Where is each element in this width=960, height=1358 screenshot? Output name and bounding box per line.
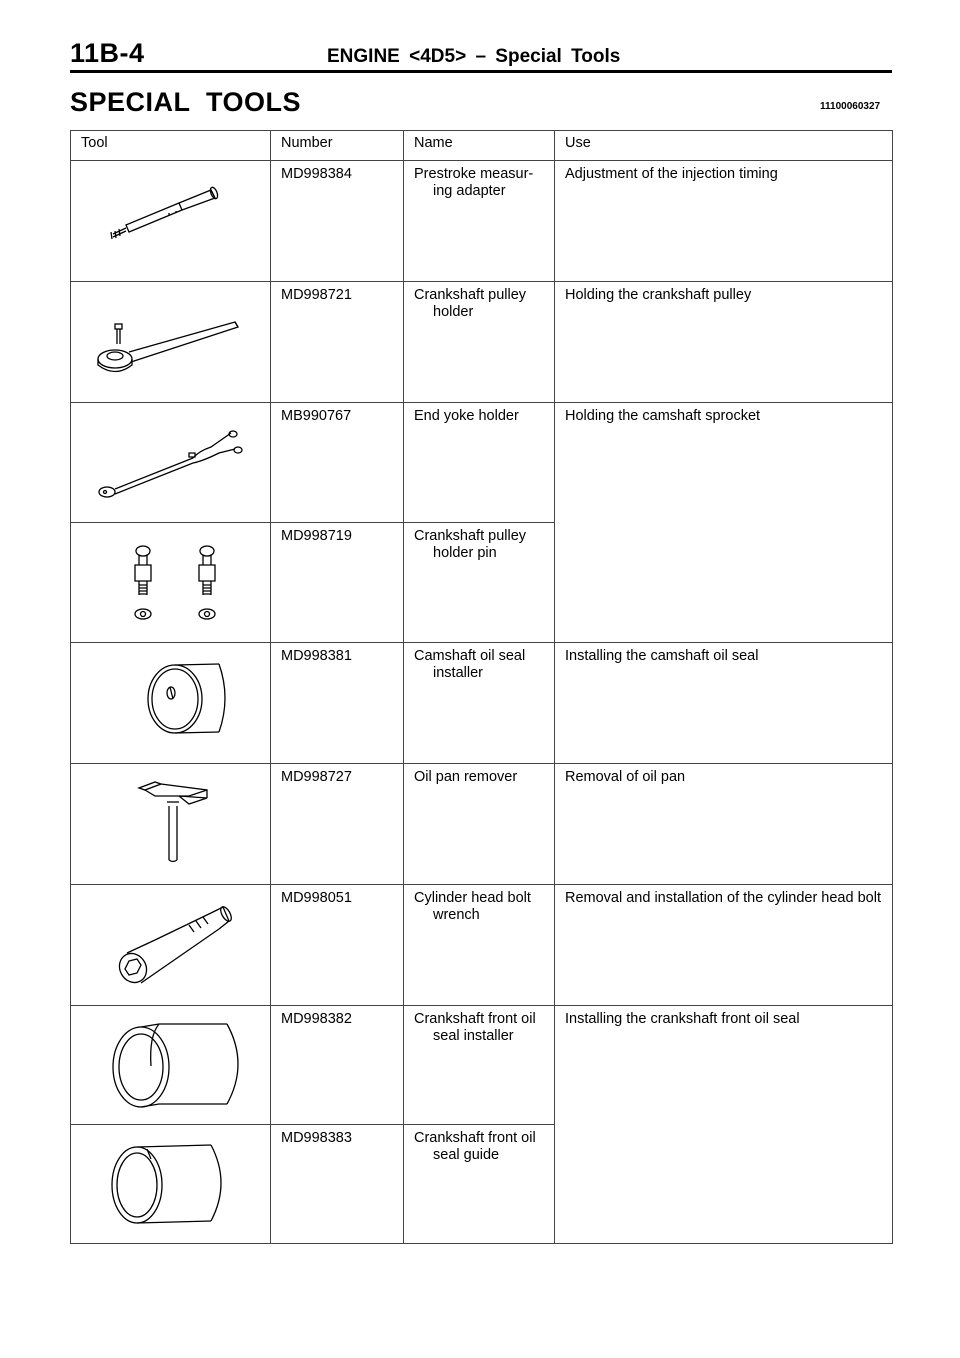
table-row — [71, 885, 893, 1006]
tool-name — [404, 403, 555, 523]
tool-name — [404, 282, 555, 403]
tool-name-line2: wrench — [433, 907, 480, 923]
end-yoke-holder-icon — [71, 403, 270, 516]
oil-seal-installer-icon — [71, 643, 270, 757]
tool-number: MD998051 — [271, 885, 404, 1006]
tool-name — [404, 764, 555, 885]
tool-number: MD998384 — [271, 161, 404, 282]
tool-name-line1: Crankshaft pulley — [414, 287, 527, 303]
table-row — [71, 764, 893, 885]
tool-name-line1: Prestroke measur- — [414, 166, 534, 182]
oil-pan-remover-icon — [71, 764, 270, 878]
tool-name-line2: installer — [433, 665, 483, 681]
section-code: 11100060327 — [820, 101, 881, 112]
tool-illustration — [71, 523, 271, 643]
tool-name-line1: Crankshaft front oil — [414, 1130, 536, 1146]
special-tools-table — [70, 130, 893, 1244]
header-rule — [70, 70, 892, 73]
tool-use: Holding the crankshaft pulley — [555, 282, 893, 403]
tool-number: MD998383 — [271, 1125, 404, 1244]
tool-illustration — [71, 403, 271, 523]
tool-name-line1: Cylinder head bolt — [414, 890, 531, 906]
tool-illustration — [71, 161, 271, 282]
tool-illustration — [71, 1006, 271, 1125]
tool-number: MD998381 — [271, 643, 404, 764]
tool-name-line2: holder — [433, 304, 474, 320]
tool-name-line1: End yoke holder — [414, 408, 519, 424]
table-row — [71, 643, 893, 764]
table-row — [71, 282, 893, 403]
head-bolt-wrench-icon — [71, 885, 270, 999]
tool-use: Installing the crankshaft front oil seal — [555, 1006, 893, 1244]
table-header-row — [71, 131, 893, 161]
page-header-title: ENGINE <4D5> – Special Tools — [327, 46, 621, 67]
pulley-holder-icon — [71, 282, 270, 396]
tool-use: Adjustment of the injection timing — [555, 161, 893, 282]
tool-illustration — [71, 1125, 271, 1244]
tool-number: MB990767 — [271, 403, 404, 523]
tool-name-line1: Crankshaft pulley — [414, 528, 527, 544]
column-header-tool: Tool — [71, 131, 271, 161]
front-seal-guide-icon — [71, 1125, 270, 1237]
page-number: 11B-4 — [70, 38, 145, 68]
tool-number: MD998719 — [271, 523, 404, 643]
tool-illustration — [71, 282, 271, 403]
column-header-number: Number — [271, 131, 404, 161]
prestroke-adapter-icon — [71, 161, 270, 275]
tool-use: Removal and installation of the cylinder head bolt — [555, 885, 893, 1006]
tool-use: Holding the camshaft sprocket — [555, 403, 893, 643]
tool-name — [404, 161, 555, 282]
front-seal-installer-icon — [71, 1006, 270, 1118]
tool-illustration — [71, 885, 271, 1006]
tool-name — [404, 885, 555, 1006]
tool-name — [404, 643, 555, 764]
column-header-use: Use — [555, 131, 893, 161]
tool-name-line2: holder pin — [433, 545, 497, 561]
tool-name-line2: seal guide — [433, 1147, 500, 1163]
tool-number: MD998727 — [271, 764, 404, 885]
tool-name — [404, 523, 555, 643]
tool-name-line1: Crankshaft front oil — [414, 1011, 536, 1027]
tool-number: MD998382 — [271, 1006, 404, 1125]
tool-illustration — [71, 764, 271, 885]
table-row — [71, 1006, 893, 1125]
tool-name-line1: Camshaft oil seal — [414, 648, 526, 664]
tool-use: Installing the camshaft oil seal — [555, 643, 893, 764]
tool-illustration — [71, 643, 271, 764]
tool-name — [404, 1125, 555, 1244]
tool-name-line1: Oil pan remover — [414, 769, 518, 785]
section-title: SPECIAL TOOLS — [70, 87, 302, 117]
table-row — [71, 403, 893, 523]
tool-name-line2: ing adapter — [433, 183, 506, 199]
holder-pin-icon — [71, 523, 270, 636]
tool-number: MD998721 — [271, 282, 404, 403]
tool-name-line2: seal installer — [433, 1028, 514, 1044]
column-header-name: Name — [404, 131, 555, 161]
table-row — [71, 161, 893, 282]
tool-name — [404, 1006, 555, 1125]
tool-use: Removal of oil pan — [555, 764, 893, 885]
